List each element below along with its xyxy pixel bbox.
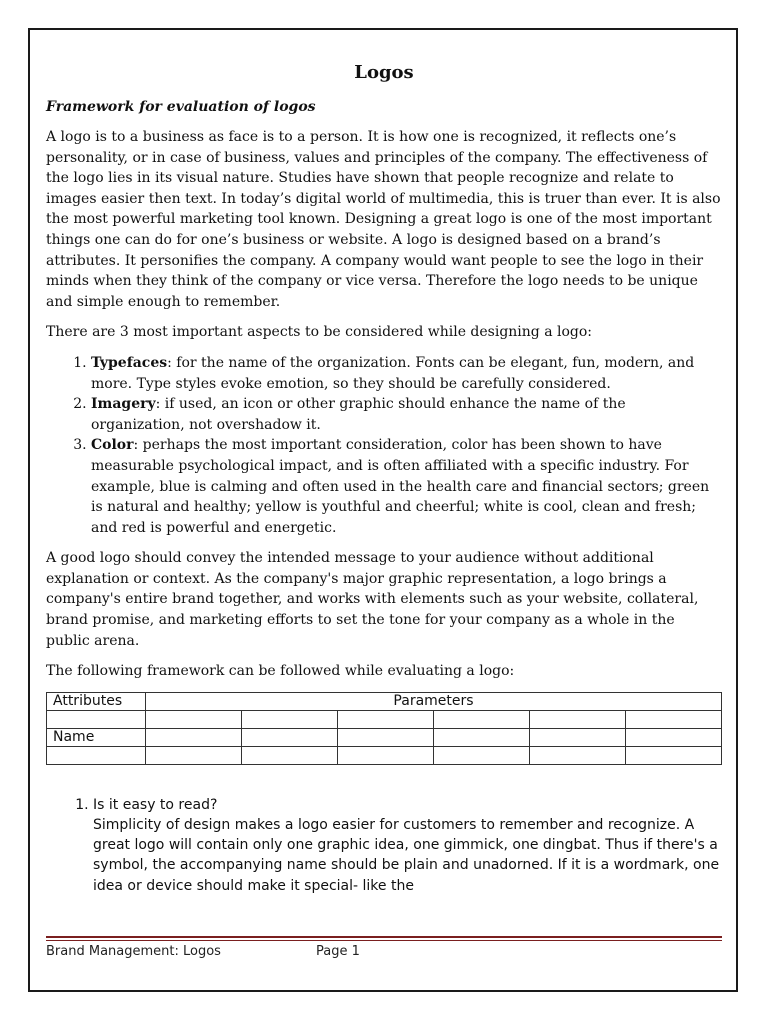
document-page: [28, 28, 738, 992]
page-number: Page 1: [316, 944, 360, 959]
intro-paragraph: A logo is to a business as face is to a person. It is how one is recognized, it reflects one’s personality, or in case of business, values and principles of the company. The effectiveness of the logo lies in its visual nature. Studies have shown that people recognize and relate to images easier then text. In today’s digital world of multimedia, this is truer than ever. It is also the most powerful marketing tool known. Designing a great logo is one of the most important things one can do for one’s business or website. A logo is designed based on a brand’s attributes. It personifies the company. A company would want people to see the logo in their minds when they think of the company or vice versa. Therefore the logo needs to be unique and simple enough to remember.: [46, 129, 721, 310]
aspect-term: Color: [91, 437, 134, 454]
aspects-list: [46, 353, 722, 538]
table-row: [47, 746, 722, 764]
table-cell: [625, 728, 721, 746]
table-cell: [146, 728, 242, 746]
list-item: [91, 435, 722, 538]
framework-table: [46, 692, 722, 765]
table-header-row: [47, 692, 722, 710]
page-title: Logos: [354, 62, 414, 83]
table-cell: [47, 746, 146, 764]
table-cell: [433, 710, 529, 728]
aspect-text: : if used, an icon or other graphic should enhance the name of the organization, not overshadow it.: [91, 396, 626, 433]
table-cell: [337, 728, 433, 746]
aspect-text: : for the name of the organization. Fonts can be elegant, fun, modern, and more. Type styles evoke emotion, so they should be carefully considered.: [91, 354, 695, 392]
footer-rule: [46, 940, 722, 941]
aspect-term: Imagery: [91, 396, 156, 413]
table-cell: [625, 746, 721, 764]
table-cell: [625, 710, 721, 728]
document-content: [46, 62, 722, 896]
question-text: Is it easy to read?: [93, 796, 218, 813]
table-row: [47, 710, 722, 728]
table-cell: [529, 710, 625, 728]
table-cell: [146, 746, 242, 764]
table-cell: [47, 710, 146, 728]
table-cell: [241, 728, 337, 746]
row-label-name: Name: [47, 728, 146, 746]
footer-label: Brand Management: Logos: [46, 944, 221, 959]
aspect-term: Typefaces: [91, 354, 168, 371]
evaluation-questions-list: [46, 795, 722, 896]
table-cell: [529, 728, 625, 746]
list-item: [91, 353, 722, 394]
table-cell: [337, 746, 433, 764]
table-cell: [529, 746, 625, 764]
table-cell: [433, 746, 529, 764]
question-detail: Simplicity of design makes a logo easier for customers to remember and recognize. A great logo will contain only one graphic idea, one gimmick, one dingbat. Thus if there's a symbol, the accompanying name should be plain and unadorned. If it is a wordmark, one idea or device should make it special- like the: [93, 817, 720, 894]
aspect-text: : perhaps the most important consideration, color has been shown to have measurable psychological impact, and is often affiliated with a specific industry. For example, blue is calming and often used in the health care and financial sectors; green is natural and healthy; yellow is youthful and cheerful; white is cool, clean and fresh; and red is powerful and energetic.: [91, 437, 710, 536]
list-item: [93, 795, 722, 896]
table-cell: [433, 728, 529, 746]
header-attributes: Attributes: [47, 692, 146, 710]
framework-intro-paragraph: The following framework can be followed while evaluating a logo:: [46, 663, 515, 680]
header-parameters: Parameters: [146, 692, 722, 710]
table-cell: [337, 710, 433, 728]
table-cell: [241, 746, 337, 764]
footer-rule: [46, 936, 722, 938]
list-item: [91, 394, 722, 435]
good-logo-paragraph: A good logo should convey the intended message to your audience without additional explanation or context. As the company's major graphic representation, a logo brings a company's entire brand together, and works with elements such as your website, collateral, brand promise, and marketing efforts to set the tone for your company as a whole in the public arena.: [46, 550, 699, 649]
section-subheading: Framework for evaluation of logos: [46, 99, 316, 115]
table-cell: [241, 710, 337, 728]
table-cell: [146, 710, 242, 728]
aspects-intro-paragraph: There are 3 most important aspects to be considered while designing a logo:: [46, 324, 593, 341]
table-row: [47, 728, 722, 746]
